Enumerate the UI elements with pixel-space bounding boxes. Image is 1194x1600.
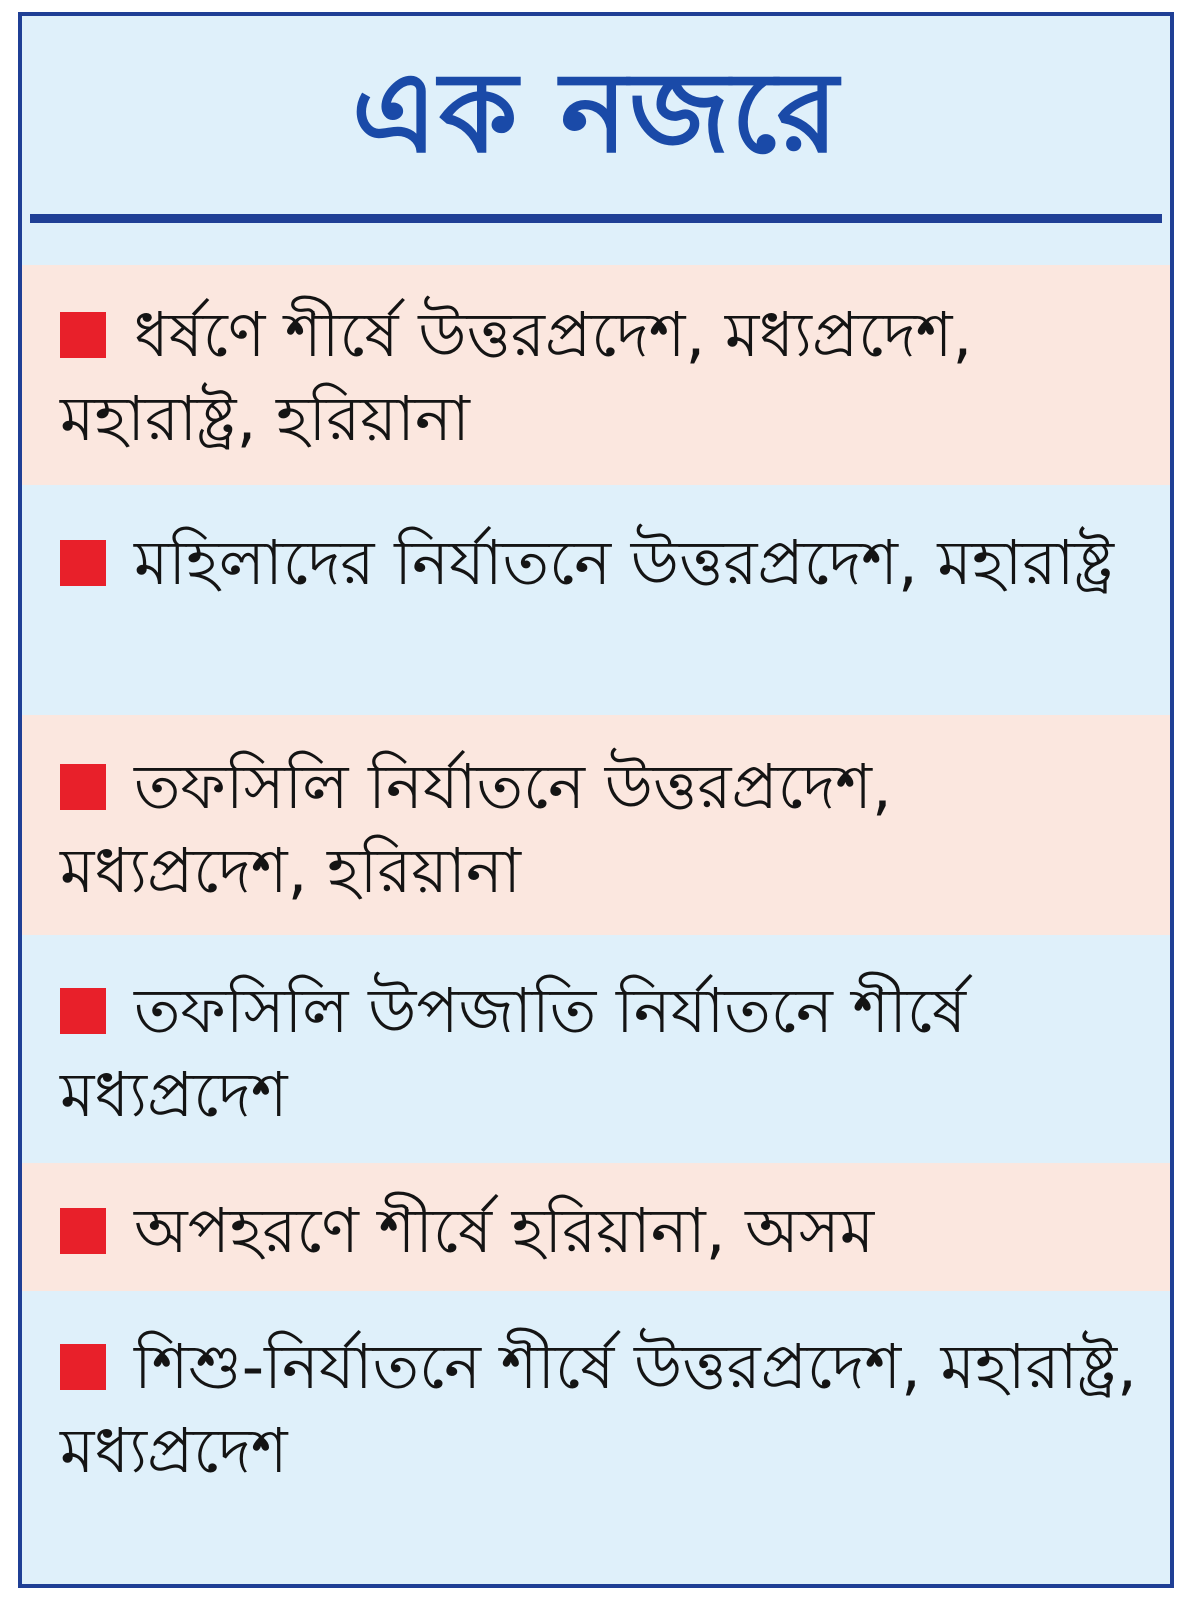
red-square-icon <box>60 1344 106 1390</box>
list-item-text: ধর্ষণে শীর্ষে উত্তরপ্রদেশ, মধ্যপ্রদেশ, মহারাষ্ট্র, হরিয়ানা <box>60 298 973 455</box>
header-divider <box>30 214 1162 223</box>
red-square-icon <box>60 764 106 810</box>
list-item <box>22 715 1170 935</box>
list-item-text: তফসিলি উপজাতি নির্যাতনে শীর্ষে মধ্যপ্রদেশ <box>60 974 967 1131</box>
list-item-text: শিশু-নির্যাতনে শীর্ষে উত্তরপ্রদেশ, মহারাষ্ট্র, মধ্যপ্রদেশ <box>60 1330 1137 1487</box>
list-item <box>22 485 1170 715</box>
header <box>22 16 1170 216</box>
list-item <box>22 265 1170 485</box>
red-square-icon <box>60 312 106 358</box>
list-item-text: তফসিলি নির্যাতনে উত্তরপ্রদেশ, মধ্যপ্রদেশ, হরিয়ানা <box>60 750 892 907</box>
list-item <box>22 1291 1170 1588</box>
red-square-icon <box>60 540 106 586</box>
list-item <box>22 1163 1170 1291</box>
fact-list <box>22 265 1170 1588</box>
red-square-icon <box>60 1208 106 1254</box>
list-item <box>22 935 1170 1163</box>
list-item-text: অপহরণে শীর্ষে হরিয়ানা, অসম <box>134 1194 875 1267</box>
red-square-icon <box>60 988 106 1034</box>
page-title: এক নজরে <box>351 48 841 178</box>
info-box <box>18 12 1174 1588</box>
list-item-text: মহিলাদের নির্যাতনে উত্তরপ্রদেশ, মহারাষ্ট্র <box>134 526 1114 599</box>
